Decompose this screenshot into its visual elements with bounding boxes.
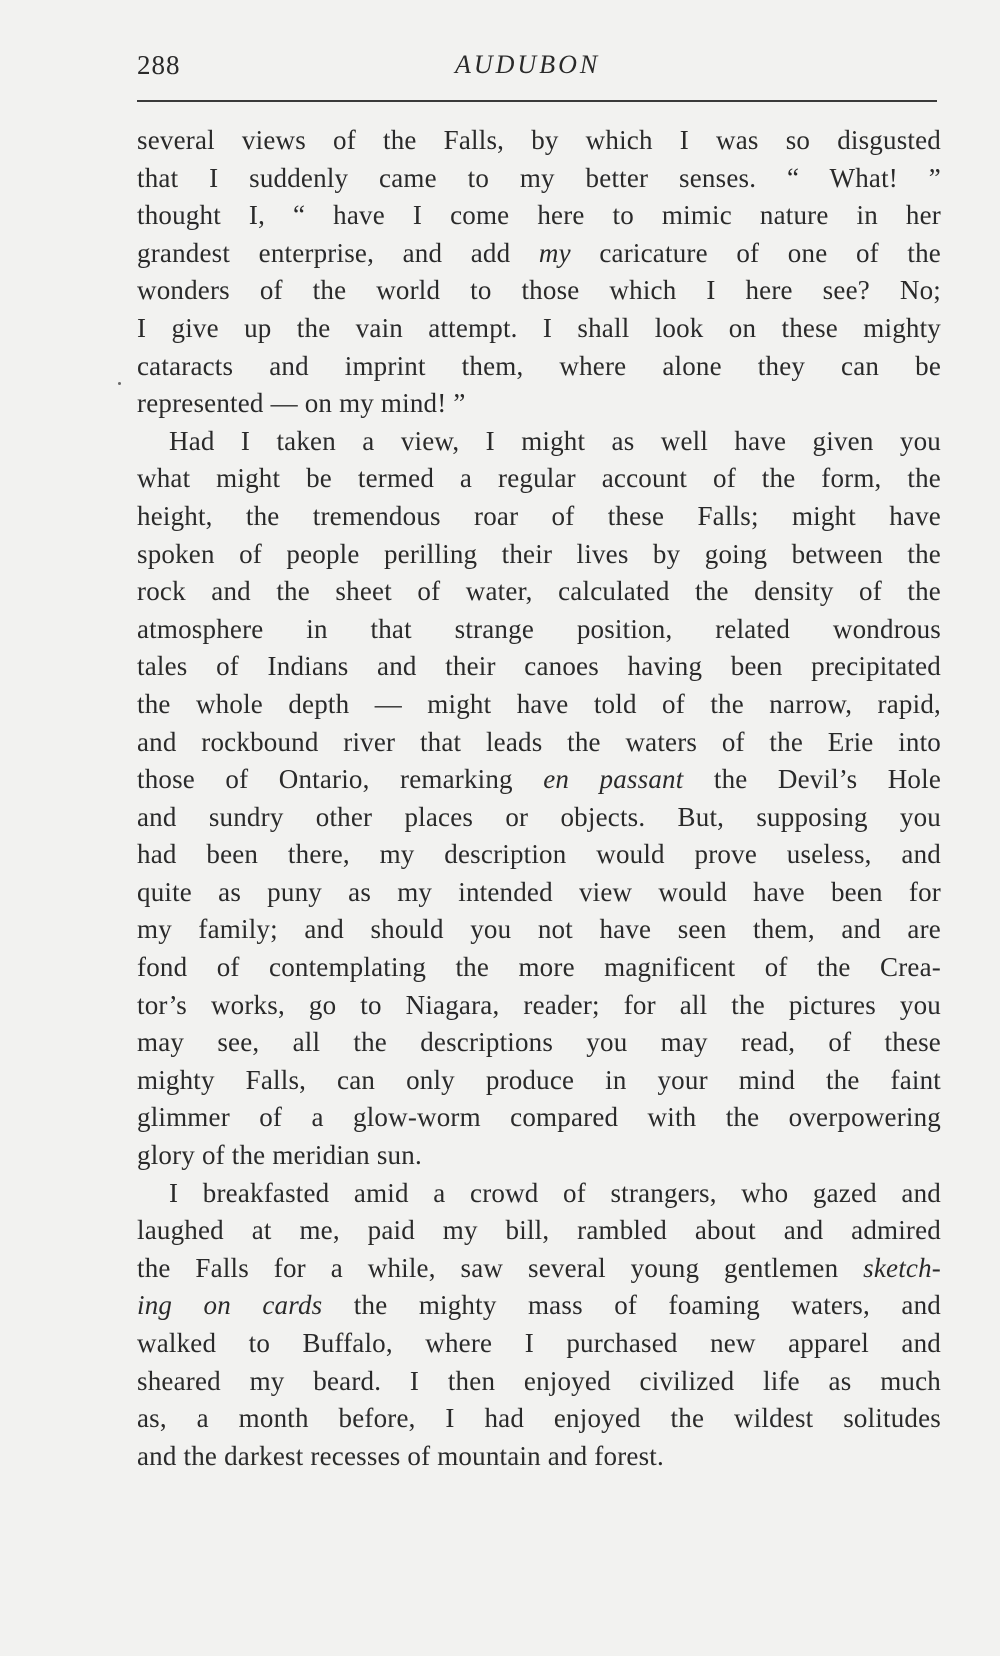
italic-text: ing on cards [137,1290,323,1321]
text-segment: the mighty mass of foaming waters, and [322,1290,941,1321]
text-line: several views of the Falls, by which I was so disgusted [137,125,941,155]
text-line: the whole depth — might have told of the narrow, rapid, [137,688,941,719]
italic-text: sketch- [863,1252,941,1283]
text-line: glimmer of a glow-worm compared with the overpowering [137,1102,941,1133]
paper-speck [118,382,121,385]
page-number: 288 [137,50,181,80]
text-line [137,1250,941,1288]
text-line [137,761,941,799]
text-line: as, a month before, I had enjoyed the wildest solitudes [137,1403,941,1434]
header-rule [137,100,937,102]
italic-text: en passant [543,764,684,795]
text-line: had been there, my description would prove useless, and [137,839,941,870]
text-line: mighty Falls, can only produce in your mind the faint [137,1064,941,1095]
text-line: that I suddenly came to my better senses. “ What! ” [137,162,941,193]
text-line: height, the tremendous roar of these Falls; might have [137,500,941,531]
paragraph [137,1175,941,1476]
text-line: fond of contemplating the more magnificent of the Crea- [137,952,941,983]
text-line: my family; and should you not have seen them, and are [137,914,941,945]
running-title: AUDUBON [455,50,601,79]
text-line: Had I taken a view, I might as well have given you [169,425,941,456]
italic-text: my [538,237,571,268]
text-line [137,1287,941,1325]
text-line: what might be termed a regular account of the form, the [137,463,941,494]
text-line: walked to Buffalo, where I purchased new apparel and [137,1328,941,1358]
text-line [137,235,941,273]
text-line: tor’s works, go to Niagara, reader; for all the pictures you [137,989,941,1020]
paragraph [137,122,941,423]
text-line: atmosphere in that strange position, related wondrous [137,613,941,644]
text-line: quite as puny as my intended view would have been for [137,876,941,907]
text-line: I breakfasted amid a crowd of strangers, who gazed and [169,1177,941,1208]
body-text [137,122,941,1475]
text-line: may see, all the descriptions you may read, of these [137,1027,941,1058]
text-line: and the darkest recesses of mountain and forest. [137,1440,664,1471]
text-line: and sundry other places or objects. But, supposing you [137,801,941,832]
text-line: I give up the vain attempt. I shall look on these mighty [137,312,941,343]
text-line: thought I, “ have I come here to mimic nature in her [137,200,941,231]
text-segment: the Devil’s Hole [683,764,941,795]
text-line: spoken of people perilling their lives by going between the [137,538,941,569]
text-line: cataracts and imprint them, where alone they can be [137,350,941,381]
text-segment: grandest enterprise, and add [137,237,539,268]
text-line: and rockbound river that leads the waters of the Erie into [137,726,941,757]
text-line: wonders of the world to those which I here see? No; [137,275,941,306]
text-segment: the Falls for a while, saw several young gentlemen [137,1252,864,1283]
text-segment: caricature of one of the [570,237,941,268]
text-line: tales of Indians and their canoes having been precipitated [137,651,941,682]
text-line: represented — on my mind! ” [137,388,466,419]
page-header [137,50,937,90]
text-line: rock and the sheet of water, calculated the density of the [137,576,941,607]
text-line: sheared my beard. I then enjoyed civilized life as much [137,1365,941,1396]
paragraph [137,423,941,1175]
text-segment: those of Ontario, remarking [137,764,544,795]
text-line: laughed at me, paid my bill, rambled about and admired [137,1215,941,1246]
text-line: glory of the meridian sun. [137,1140,422,1171]
